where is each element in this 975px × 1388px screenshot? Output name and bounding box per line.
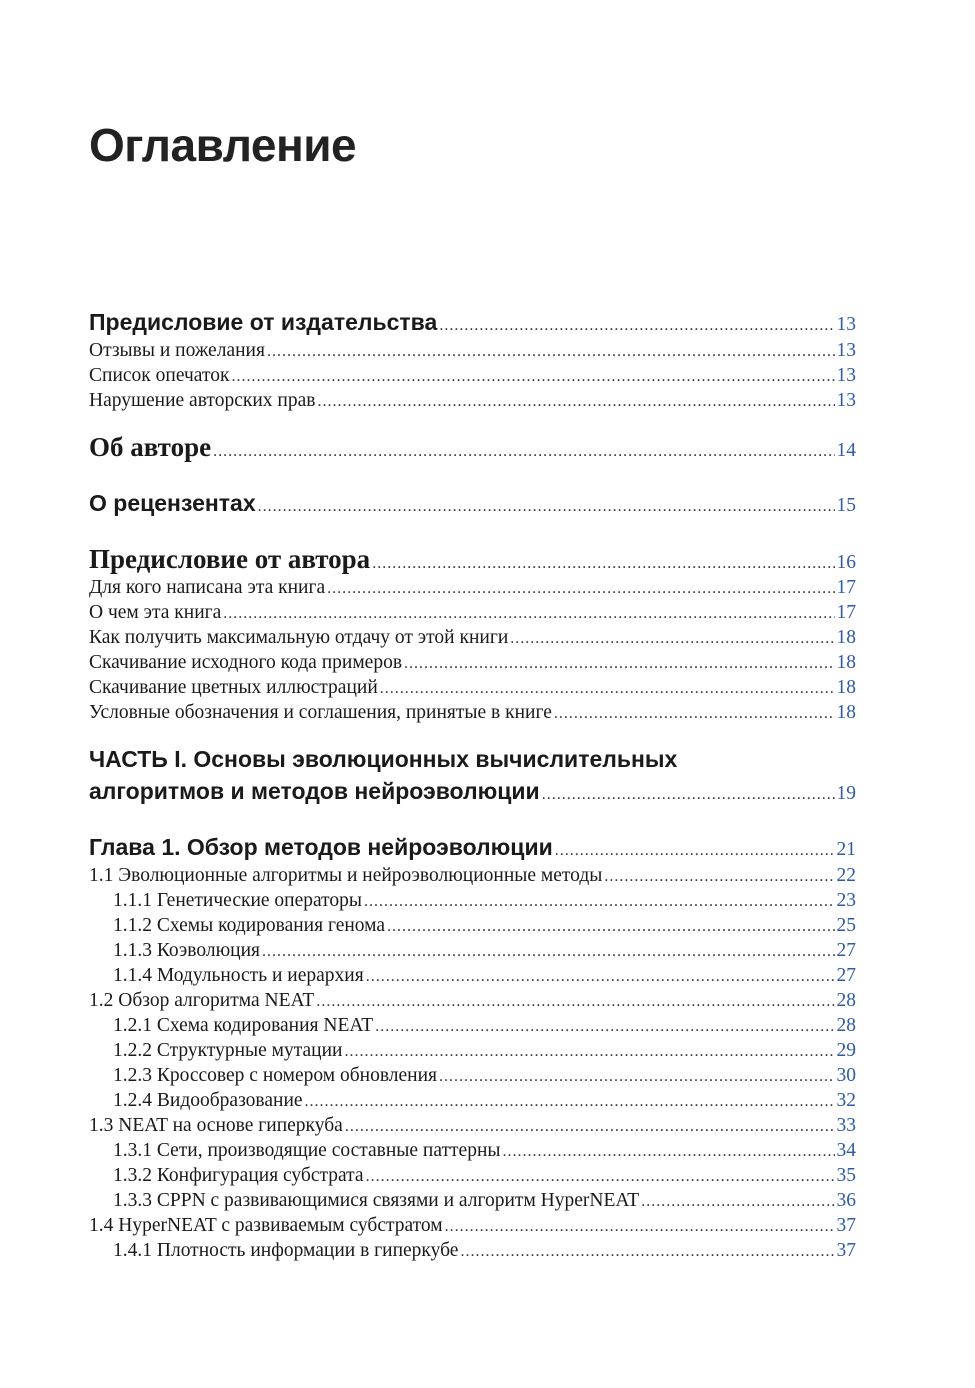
toc-entry-label: 1.1 Эволюционные алгоритмы и нейроэволюционные методы xyxy=(89,865,603,886)
page-number[interactable]: 18 xyxy=(836,677,856,698)
dot-leader xyxy=(375,1014,834,1039)
page-number[interactable]: 25 xyxy=(836,915,856,936)
toc-entry-about-author[interactable] xyxy=(89,431,856,463)
toc-entry-label: 1.1.2 Схемы кодирования генома xyxy=(113,915,386,936)
toc-entry[interactable] xyxy=(89,625,856,650)
toc-entry-label: Предисловие от автора xyxy=(89,544,371,574)
dot-leader xyxy=(316,989,834,1014)
toc-entry-label: Отзывы и пожелания xyxy=(89,340,265,361)
toc-entry[interactable] xyxy=(89,600,856,625)
dot-leader xyxy=(223,601,834,626)
dot-leader xyxy=(542,779,835,811)
toc-entry-label: 1.4 HyperNEAT с развиваемым субстратом xyxy=(89,1215,443,1236)
toc-entry[interactable] xyxy=(89,1188,856,1213)
dot-leader xyxy=(305,1089,835,1114)
dot-leader xyxy=(387,914,834,939)
table-of-contents xyxy=(89,306,856,1263)
dot-leader xyxy=(604,864,834,889)
toc-entry[interactable] xyxy=(89,913,856,938)
toc-entry[interactable] xyxy=(89,700,856,725)
toc-entry-label: 1.3.3 CPPN с развивающимися связями и алгоритм HyperNEAT xyxy=(113,1190,640,1211)
toc-entry-label: 1.3.2 Конфигурация субстрата xyxy=(113,1165,364,1186)
toc-entry-label: 1.1.1 Генетические операторы xyxy=(113,890,363,911)
page-number[interactable]: 16 xyxy=(836,552,856,573)
page-number[interactable]: 18 xyxy=(836,702,856,723)
dot-leader xyxy=(439,1064,834,1089)
toc-entry-label: Предисловие от издательства xyxy=(89,309,438,335)
toc-entry[interactable] xyxy=(89,888,856,913)
toc-entry[interactable] xyxy=(89,363,856,388)
page-number[interactable]: 18 xyxy=(836,627,856,648)
toc-entry[interactable] xyxy=(89,650,856,675)
dot-leader xyxy=(445,1214,835,1239)
dot-leader xyxy=(503,1139,835,1164)
page-number[interactable]: 30 xyxy=(836,1065,856,1086)
page-number[interactable]: 22 xyxy=(836,865,856,886)
dot-leader xyxy=(460,1239,834,1264)
toc-entry-label: 1.2.4 Видообразование xyxy=(113,1090,303,1111)
toc-entry[interactable] xyxy=(89,1063,856,1088)
toc-entry[interactable] xyxy=(89,1113,856,1138)
toc-entry[interactable] xyxy=(89,338,856,363)
page-number[interactable]: 36 xyxy=(836,1190,856,1211)
page-number[interactable]: 23 xyxy=(836,890,856,911)
toc-entry-label: 1.1.4 Модульность и иерархия xyxy=(113,965,364,986)
dot-leader xyxy=(554,701,835,726)
toc-entry-label: Нарушение авторских прав xyxy=(89,390,316,411)
page-number[interactable]: 34 xyxy=(836,1140,856,1161)
toc-entry-label: Список опечаток xyxy=(89,365,230,386)
toc-entry[interactable] xyxy=(89,675,856,700)
page-number[interactable]: 29 xyxy=(836,1040,856,1061)
toc-entry[interactable] xyxy=(89,963,856,988)
toc-entry[interactable] xyxy=(89,1213,856,1238)
toc-entry-preface-author[interactable] xyxy=(89,543,856,575)
toc-entry[interactable] xyxy=(89,1238,856,1263)
toc-entry-label: Как получить максимальную отдачу от этой книги xyxy=(89,627,509,648)
toc-part-title-line1[interactable]: ЧАСТЬ I. Основы эволюционных вычислительных xyxy=(89,746,678,772)
page-number[interactable]: 19 xyxy=(836,783,856,804)
toc-entry[interactable] xyxy=(89,1163,856,1188)
toc-entry[interactable] xyxy=(89,1038,856,1063)
toc-entry-label: О рецензентах xyxy=(89,490,256,516)
toc-entry-label: Глава 1. Обзор методов нейроэволюции xyxy=(89,834,553,860)
toc-entry-label: Условные обозначения и соглашения, принятые в книге xyxy=(89,702,552,723)
toc-entry-label: Скачивание исходного кода примеров xyxy=(89,652,403,673)
page-number[interactable]: 13 xyxy=(836,314,856,335)
toc-entry-part-1[interactable] xyxy=(89,775,856,807)
toc-entry-label: 1.4.1 Плотность информации в гиперкубе xyxy=(113,1240,459,1261)
page-number[interactable]: 32 xyxy=(836,1090,856,1111)
page-number[interactable]: 13 xyxy=(836,390,856,411)
toc-entry[interactable] xyxy=(89,1013,856,1038)
toc-entry[interactable] xyxy=(89,938,856,963)
toc-entry-label: 1.2 Обзор алгоритма NEAT xyxy=(89,990,315,1011)
page-number[interactable]: 13 xyxy=(836,365,856,386)
toc-entry[interactable] xyxy=(89,1088,856,1113)
page-number[interactable]: 28 xyxy=(836,990,856,1011)
dot-leader xyxy=(404,651,834,676)
toc-entry[interactable] xyxy=(89,863,856,888)
dot-leader xyxy=(327,576,834,601)
dot-leader xyxy=(213,436,834,468)
page-number[interactable]: 37 xyxy=(836,1240,856,1261)
dot-leader xyxy=(317,389,834,414)
toc-entry-label: алгоритмов и методов нейроэволюции xyxy=(89,778,540,804)
page-number[interactable]: 27 xyxy=(836,940,856,961)
page-number[interactable]: 15 xyxy=(836,495,856,516)
dot-leader xyxy=(641,1189,834,1214)
toc-entry-label: 1.2.3 Кроссовер с номером обновления xyxy=(113,1065,438,1086)
page-number[interactable]: 13 xyxy=(836,340,856,361)
toc-entry-label: 1.3.1 Сети, производящие составные паттерны xyxy=(113,1140,501,1161)
toc-entry-reviewers[interactable] xyxy=(89,487,856,519)
toc-entry-label: 1.1.3 Коэволюция xyxy=(113,940,260,961)
toc-entry-label: 1.2.2 Структурные мутации xyxy=(113,1040,343,1061)
dot-leader xyxy=(231,364,834,389)
toc-entry-label: Об авторе xyxy=(89,432,212,462)
toc-entry[interactable] xyxy=(89,1138,856,1163)
page-number[interactable]: 27 xyxy=(836,965,856,986)
toc-entry-label: Для кого написана эта книга xyxy=(89,577,326,598)
page-number[interactable]: 17 xyxy=(836,602,856,623)
dot-leader xyxy=(380,676,835,701)
toc-entry[interactable] xyxy=(89,388,856,413)
page-number[interactable]: 17 xyxy=(836,577,856,598)
dot-leader xyxy=(366,964,835,989)
dot-leader xyxy=(439,310,834,342)
page-title: Оглавление xyxy=(89,119,357,171)
page-number[interactable]: 37 xyxy=(836,1215,856,1236)
dot-leader xyxy=(510,626,834,651)
toc-entry[interactable] xyxy=(89,575,856,600)
toc-entry-chapter-1[interactable] xyxy=(89,831,856,863)
dot-leader xyxy=(262,939,835,964)
page-number[interactable]: 18 xyxy=(836,652,856,673)
page-number[interactable]: 28 xyxy=(836,1015,856,1036)
dot-leader xyxy=(345,1039,835,1064)
dot-leader xyxy=(258,491,835,523)
dot-leader xyxy=(364,889,834,914)
toc-entry-label: О чем эта книга xyxy=(89,602,222,623)
page-number[interactable]: 35 xyxy=(836,1165,856,1186)
toc-entry-label: 1.3 NEAT на основе гиперкуба xyxy=(89,1115,343,1136)
toc-entry-preface-publisher[interactable] xyxy=(89,306,856,338)
dot-leader xyxy=(267,339,835,364)
dot-leader xyxy=(345,1114,835,1139)
page-number[interactable]: 21 xyxy=(836,839,856,860)
toc-entry[interactable] xyxy=(89,988,856,1013)
dot-leader xyxy=(366,1164,835,1189)
page-number[interactable]: 14 xyxy=(836,440,856,461)
page-number[interactable]: 33 xyxy=(836,1115,856,1136)
toc-entry-label: 1.2.1 Схема кодирования NEAT xyxy=(113,1015,374,1036)
toc-entry-label: Скачивание цветных иллюстраций xyxy=(89,677,378,698)
